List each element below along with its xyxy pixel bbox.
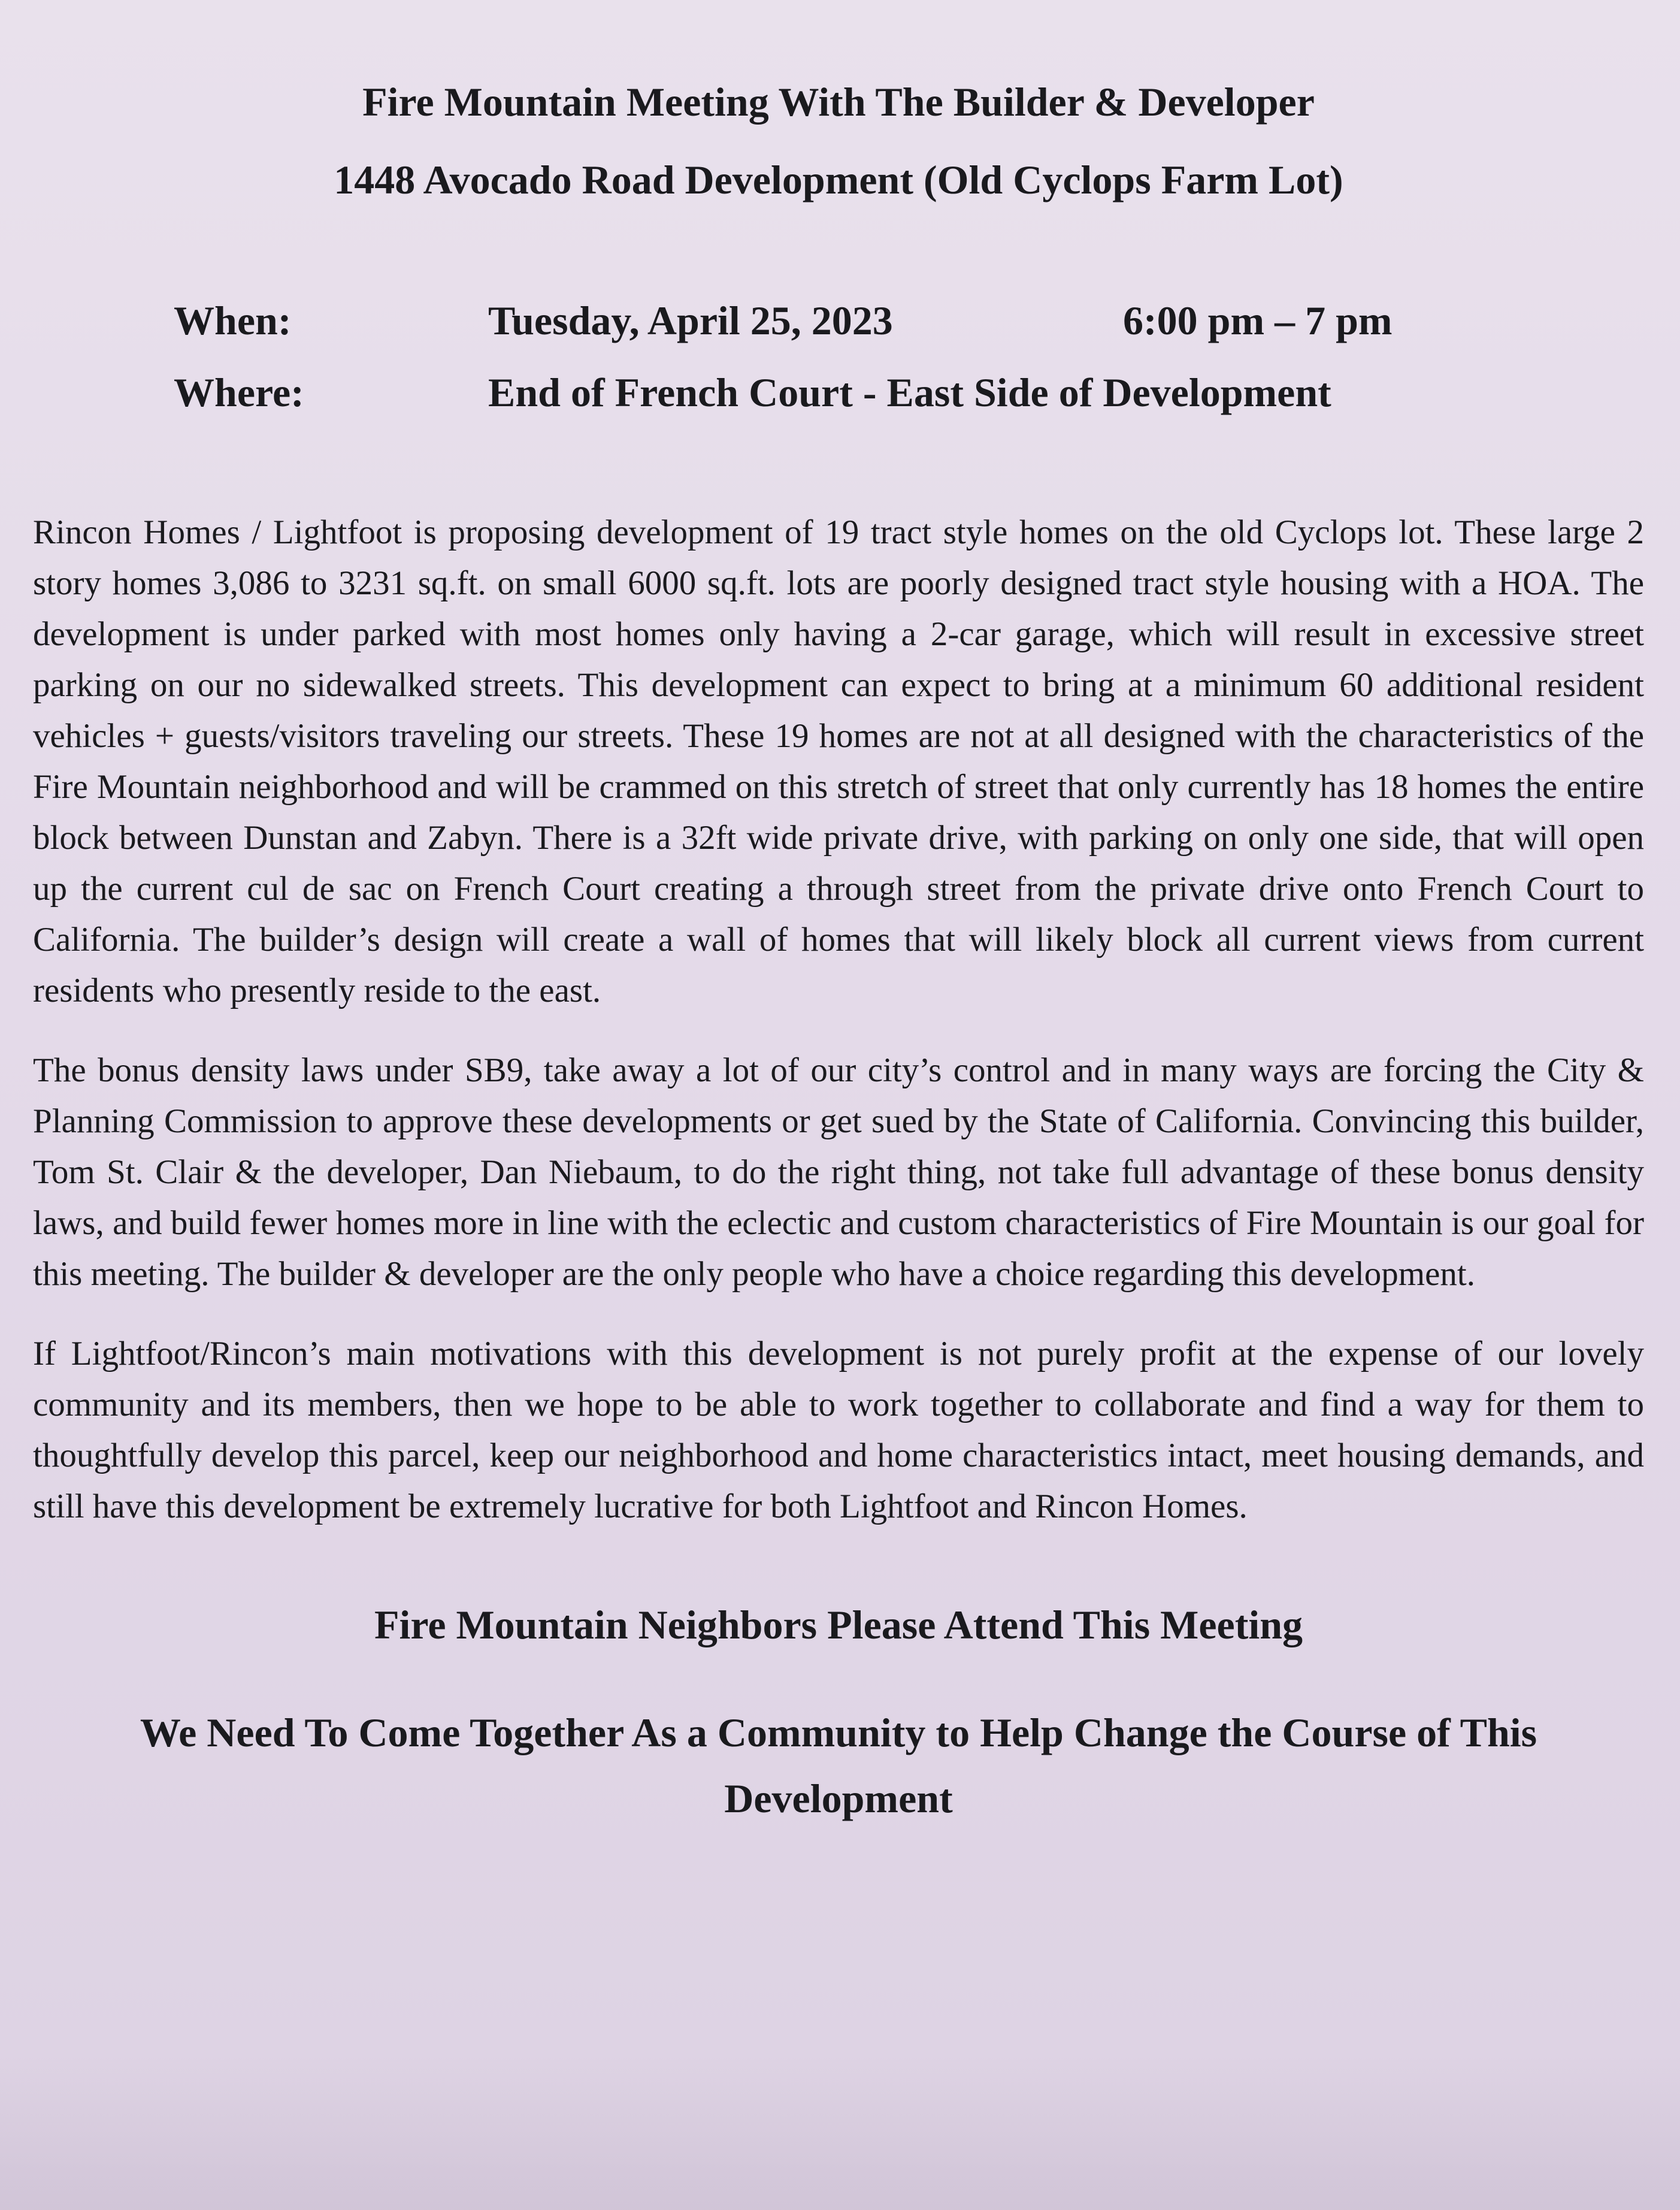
community-callout: We Need To Come Together As a Community to Help Change the Course of This Development bbox=[140, 1710, 1537, 1822]
meeting-time: 6:00 pm – 7 pm bbox=[1123, 298, 1393, 344]
meeting-details bbox=[33, 297, 1644, 441]
when-row bbox=[33, 297, 1644, 369]
paragraph-collaboration: If Lightfoot/Rincon’s main motivations with this development is not purely profit at the expense of our lovely community and its members, then we hope to be able to work together to collaborate and find a way for them to thoughtfully develop this parcel, keep our neighborhood and home characteristics intact, meet housing demands, and still have this development be extremely lucrative for both Lightfoot and Rincon Homes. bbox=[33, 1335, 1644, 1526]
flyer-subtitle: 1448 Avocado Road Development (Old Cyclops Farm Lot) bbox=[334, 156, 1343, 202]
where-label: Where: bbox=[174, 370, 304, 416]
when-label: When: bbox=[174, 298, 292, 344]
where-row bbox=[33, 369, 1644, 441]
paragraph-density-laws: The bonus density laws under SB9, take away a lot of our city’s control and in many ways are forcing the City & Planning Commission to approve these developments or get sued by the State of California. Convincing this builder, Tom St. Clair & the developer, Dan Niebaum, to do the right thing, not take full advantage of these bonus density laws, and build fewer homes more in line with the eclectic and custom characteristics of Fire Mountain is our goal for this meeting. The builder & developer are the only people who have a choice regarding this development. bbox=[33, 1051, 1644, 1293]
meeting-date: Tuesday, April 25, 2023 bbox=[488, 298, 893, 344]
meeting-location: End of French Court - East Side of Development bbox=[488, 370, 1331, 416]
paragraph-proposal: Rincon Homes / Lightfoot is proposing development of 19 tract style homes on the old Cyclops lot. These large 2 story homes 3,086 to 3231 sq.ft. on small 6000 sq.ft. lots are poorly designed tract style housing with a HOA. The development is under parked with most homes only having a 2-car garage, which will result in excessive street parking on our no sidewalked streets. This development can expect to bring at a minimum 60 additional resident vehicles + guests/visitors traveling our streets. These 19 homes are not at all designed with the characteristics of the Fire Mountain neighborhood and will be crammed on this stretch of street that only currently has 18 homes the entire block between Dunstan and Zabyn. There is a 32ft wide private drive, with parking on only one side, that will open up the current cul de sac on French Court creating a through street from the private drive onto French Court to California. The builder’s design will create a wall of homes that will likely block all current views from current residents who presently reside to the east. bbox=[33, 513, 1644, 1010]
flyer-title: Fire Mountain Meeting With The Builder & Developer bbox=[362, 79, 1315, 125]
attend-callout: Fire Mountain Neighbors Please Attend This Meeting bbox=[374, 1602, 1303, 1648]
